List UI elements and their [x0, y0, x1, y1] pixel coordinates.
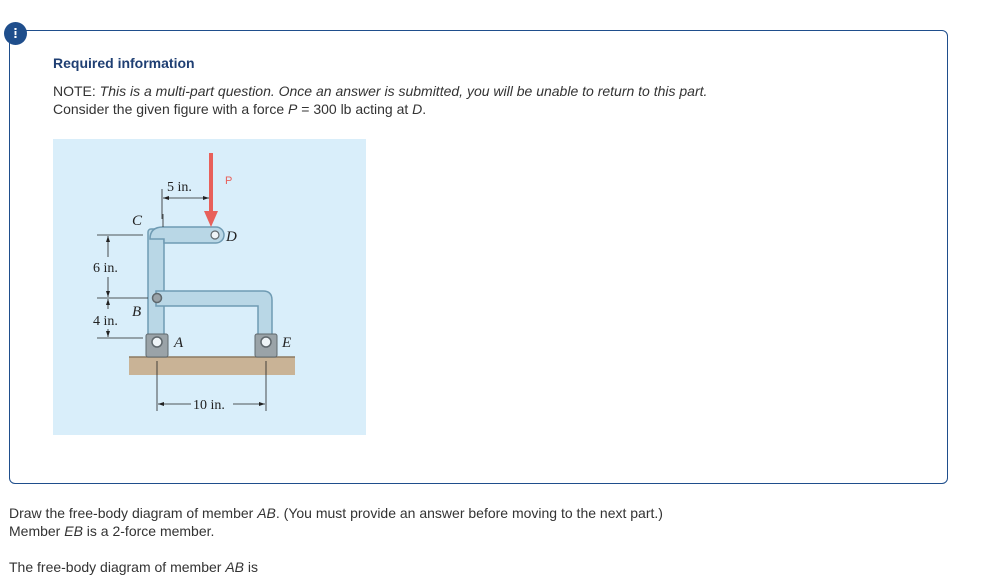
label-c: C [132, 213, 143, 229]
question-line-1 [9, 505, 663, 521]
force-arrow-head [204, 211, 218, 227]
dim-left-arrow-3 [106, 299, 110, 305]
question-3-pre: The free-body diagram of member [9, 559, 226, 575]
question-2-post: is a 2-force member. [82, 523, 215, 539]
question-3-member: AB [225, 559, 245, 575]
consider-pre: Consider the given figure with a force [53, 101, 289, 117]
question-line-2 [9, 523, 214, 539]
label-d: D [226, 229, 237, 245]
pin-a [152, 337, 162, 347]
question-1-member: AB [257, 505, 276, 521]
question-2-member: EB [64, 523, 83, 539]
dim-left-arrow-1 [106, 236, 110, 242]
label-6in: 6 in. [93, 261, 118, 276]
question-1-post: . (You must provide an answer before moving to the next part.) [275, 505, 663, 521]
note-text [53, 83, 707, 99]
label-4in: 4 in. [93, 314, 118, 329]
pin-e [261, 337, 271, 347]
label-5in: 5 in. [167, 180, 192, 195]
dim-bottom-arrow-right [259, 402, 265, 406]
dim-left-arrow-4 [106, 331, 110, 337]
dim-bottom-arrow-left [158, 402, 164, 406]
consider-end: . [422, 101, 427, 117]
dim-left-arrow-2 [106, 291, 110, 297]
question-2-pre: Member [9, 523, 65, 539]
consider-text [53, 101, 426, 117]
label-a: A [174, 335, 184, 351]
question-1-pre: Draw the free-body diagram of member [9, 505, 258, 521]
note-label: NOTE: [53, 83, 96, 99]
label-10in: 10 in. [193, 398, 225, 413]
pin-d [211, 231, 219, 239]
label-e: E [282, 335, 292, 351]
ground [129, 357, 295, 375]
question-line-3 [9, 559, 258, 575]
dim-top-arrow-right [203, 196, 209, 200]
required-information-title: Required information [53, 55, 195, 71]
exclamation-icon: ! [4, 22, 27, 45]
question-3-post: is [244, 559, 259, 575]
label-p: P [225, 175, 233, 187]
consider-point: D [412, 101, 423, 117]
frame-diagram [53, 139, 366, 435]
dim-top-arrow-left [163, 196, 169, 200]
note-body: This is a multi-part question. Once an answer is submitted, you will be unable to return to this part. [99, 83, 708, 99]
consider-eq: = 300 lb acting at [297, 101, 413, 117]
consider-var: P [288, 101, 298, 117]
member-abc [148, 229, 164, 349]
pin-b [153, 294, 162, 303]
label-b: B [132, 304, 142, 320]
frame-figure [53, 139, 366, 435]
